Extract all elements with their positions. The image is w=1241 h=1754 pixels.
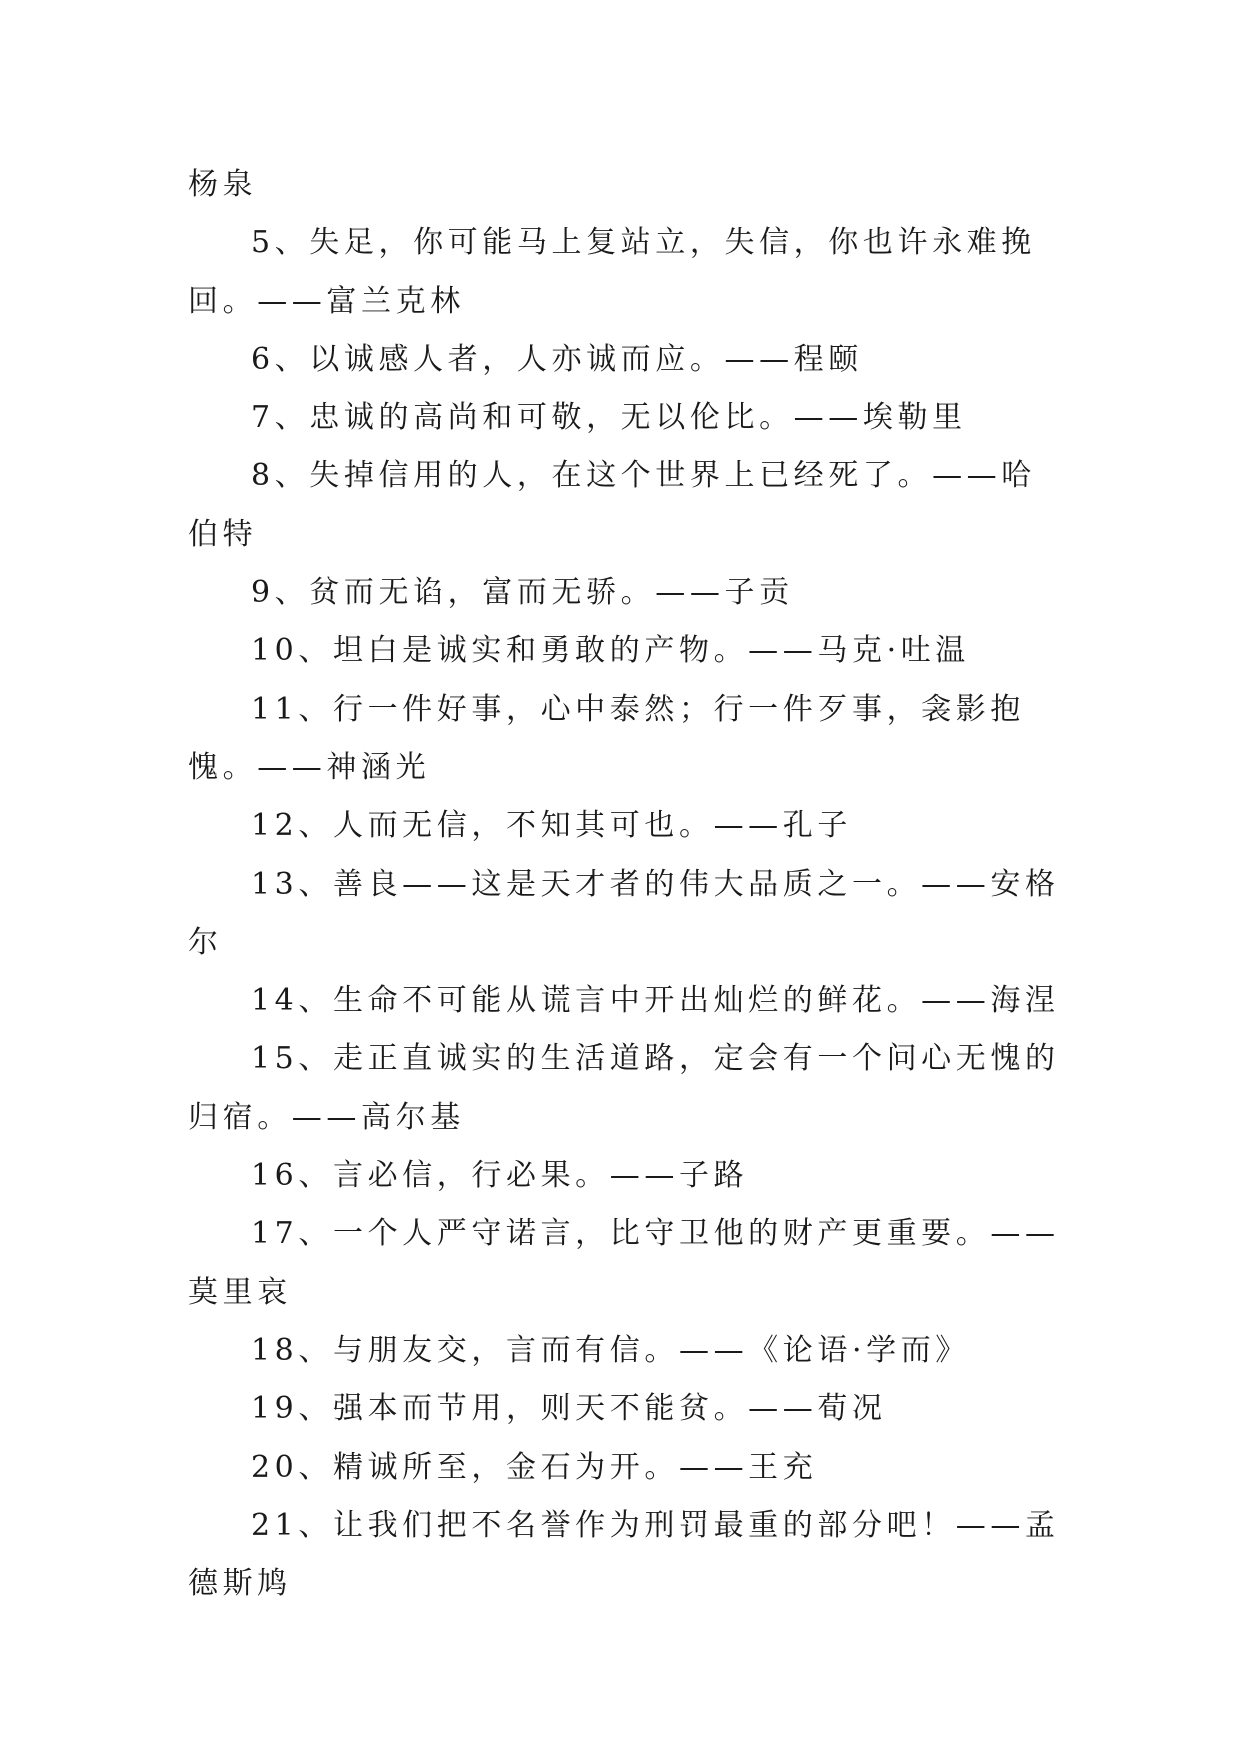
quote-paragraph: 15、走正直诚实的生活道路，定会有一个问心无愧的归宿。——高尔基 <box>188 1041 1060 1135</box>
quote-paragraph: 6、以诚感人者，人亦诚而应。——程颐 <box>251 341 863 377</box>
quote-paragraph: 5、失足，你可能马上复站立，失信，你也许永难挽回。——富兰克林 <box>188 225 1036 319</box>
quote-paragraph: 9、贫而无谄，富而无骄。——子贡 <box>251 575 794 611</box>
quote-paragraph: 17、一个人严守诺言，比守卫他的财产更重要。——莫里哀 <box>188 1216 1060 1310</box>
paragraph-continuation: 杨泉 <box>188 167 258 202</box>
quote-paragraph: 20、精诚所至，金石为开。——王充 <box>251 1449 818 1485</box>
quote-paragraph: 7、忠诚的高尚和可敬，无以伦比。——埃勒里 <box>251 400 967 436</box>
quote-paragraph: 16、言必信，行必果。——子路 <box>251 1158 749 1194</box>
quote-paragraph: 10、坦白是诚实和勇敢的产物。——马克·吐温 <box>251 633 970 669</box>
quote-paragraph: 13、善良——这是天才者的伟大品质之一。——安格尔 <box>188 866 1060 960</box>
quote-paragraph: 8、失掉信用的人，在这个世界上已经死了。——哈伯特 <box>188 458 1036 552</box>
quote-paragraph: 21、让我们把不名誉作为刑罚最重的部分吧！——孟德斯鸠 <box>188 1507 1060 1602</box>
quote-paragraph: 19、强本而节用，则天不能贫。——荀况 <box>251 1391 887 1427</box>
quote-paragraph: 12、人而无信，不知其可也。——孔子 <box>251 808 852 844</box>
quote-paragraph: 18、与朋友交，言而有信。——《论语·学而》 <box>251 1332 970 1368</box>
document-body <box>188 156 1068 1613</box>
quote-paragraph: 11、行一件好事，心中泰然；行一件歹事，衾影抱愧。——神涵光 <box>188 691 1025 785</box>
quote-paragraph: 14、生命不可能从谎言中开出灿烂的鲜花。——海涅 <box>251 983 1060 1019</box>
